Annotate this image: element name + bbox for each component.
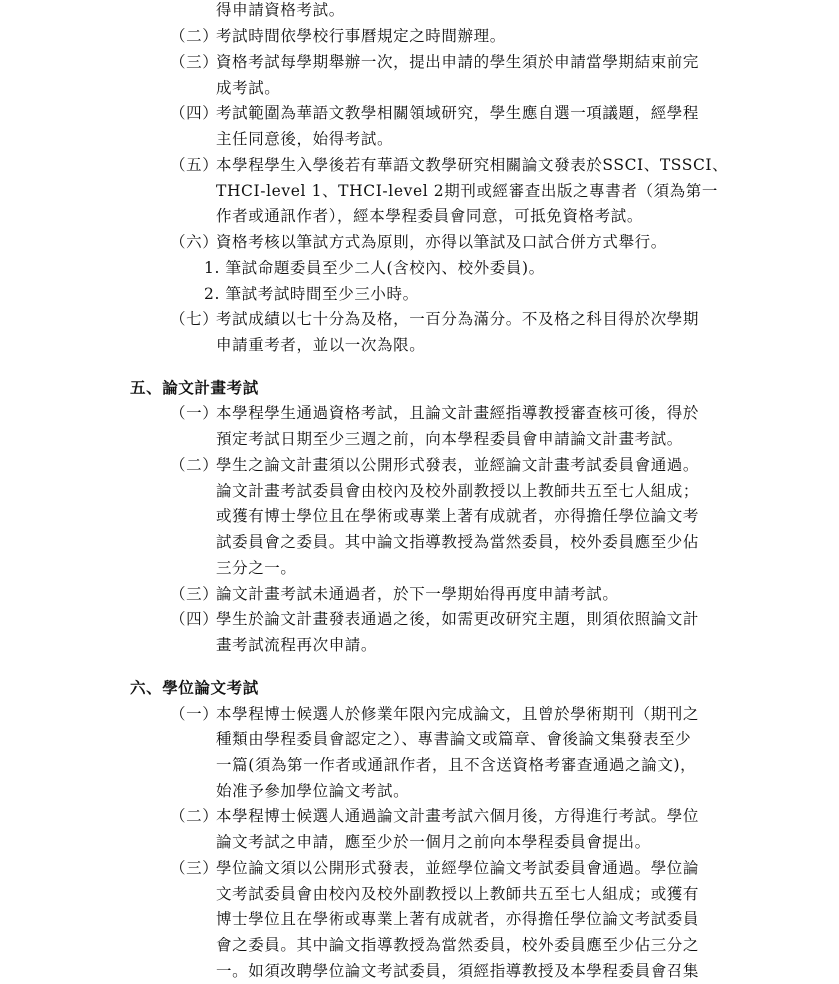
paragraph-line: 文考試委員會由校內及校外副教授以上教師共五至七人組成；或獲有 [216, 885, 700, 903]
paragraph-line: 三分之一。 [216, 559, 297, 577]
paragraph-line: 學生於論文計畫發表通過之後，如需更改研究主題，則須依照論文計 [216, 610, 700, 628]
paragraph-line: 學生之論文計畫須以公開形式發表，並經論文計畫考試委員會通過。 [216, 456, 700, 474]
paragraph-line: 本學程博士候選人通過論文計畫考試六個月後，方得進行考試。學位 [216, 807, 700, 825]
item-marker: （四） [170, 104, 219, 122]
paragraph-line: 本學程博士候選人於修業年限內完成論文，且曾於學術期刊（期刊之 [216, 705, 700, 723]
paragraph-line: 試委員會之委員。其中論文指導教授為當然委員，校外委員應至少佔 [216, 533, 700, 551]
paragraph-line: 資格考核以筆試方式為原則，亦得以筆試及口試合併方式舉行。 [216, 233, 667, 251]
paragraph-line: 得申請資格考試。 [216, 1, 345, 19]
paragraph-line: 預定考試日期至少三週之前，向本學程委員會申請論文計畫考試。 [216, 430, 683, 448]
sub-item: 2. 筆試考試時間至少三小時。 [204, 285, 419, 303]
paragraph-line: 本學程學生入學後若有華語文教學研究相關論文發表於SSCI、TSSCI、 [216, 156, 729, 174]
paragraph-line: 申請重考者，並以一次為限。 [216, 336, 426, 354]
item-marker: （二） [170, 456, 219, 474]
paragraph-line: 作者或通訊作者），經本學程委員會同意，可抵免資格考試。 [216, 207, 643, 225]
paragraph-line: 或獲有博士學位且在學術或專業上著有成就者，亦得擔任學位論文考 [216, 507, 700, 525]
paragraph-line: 始准予參加學位論文考試。 [216, 782, 410, 800]
paragraph-line: 考試時間依學校行事曆規定之時間辦理。 [216, 27, 506, 45]
sub-item: 1. 筆試命題委員至少二人(含校內、校外委員)。 [204, 259, 545, 277]
paragraph-line: 博士學位且在學術或專業上著有成就者，亦得擔任學位論文考試委員 [216, 910, 700, 928]
paragraph-line: 一。如須改聘學位論文考試委員，須經指導教授及本學程委員會召集 [216, 962, 700, 980]
item-marker: （二） [170, 27, 219, 45]
paragraph-line: 考試範圍為華語文教學相關領域研究，學生應自選一項議題，經學程 [216, 104, 700, 122]
item-marker: （四） [170, 610, 219, 628]
paragraph-line: 會之委員。其中論文指導教授為當然委員，校外委員應至少佔三分之 [216, 936, 700, 954]
paragraph-line: 論文考試之申請，應至少於一個月之前向本學程委員會提出。 [216, 833, 651, 851]
paragraph-line: 畫考試流程再次申請。 [216, 636, 378, 654]
item-marker: （五） [170, 156, 219, 174]
paragraph-line: 考試成績以七十分為及格，一百分為滿分。不及格之科目得於次學期 [216, 310, 700, 328]
paragraph-line: 學位論文須以公開形式發表，並經學位論文考試委員會通過。學位論 [216, 859, 700, 877]
paragraph-line: 論文計畫考試未通過者，於下一學期始得再度申請考試。 [216, 585, 619, 603]
item-marker: （一） [170, 404, 219, 422]
paragraph-line: 一篇(須為第一作者或通訊作者，且不含送資格考審查通過之論文)， [216, 756, 697, 774]
paragraph-line: 成考試。 [216, 79, 281, 97]
item-marker: （三） [170, 585, 219, 603]
paragraph-line: 主任同意後，始得考試。 [216, 130, 394, 148]
item-marker: （三） [170, 859, 219, 877]
paragraph-line: 資格考試每學期舉辦一次，提出申請的學生須於申請當學期結束前完 [216, 53, 700, 71]
section-heading: 六、學位論文考試 [130, 678, 259, 697]
paragraph-line: 論文計畫考試委員會由校內及校外副教授以上教師共五至七人組成； [216, 482, 700, 500]
item-marker: （六） [170, 233, 219, 251]
paragraph-line: 種類由學程委員會認定之）、專書論文或篇章、會後論文集發表至少 [216, 730, 692, 748]
section-heading: 五、論文計畫考試 [130, 378, 259, 397]
paragraph-line: THCI-level 1、THCI-level 2期刊或經審查出版之專書者（須為第一 [216, 182, 718, 200]
item-marker: （七） [170, 310, 219, 328]
paragraph-line: 本學程學生通過資格考試，且論文計畫經指導教授審查核可後，得於 [216, 404, 700, 422]
item-marker: （一） [170, 705, 219, 723]
item-marker: （三） [170, 53, 219, 71]
item-marker: （二） [170, 807, 219, 825]
